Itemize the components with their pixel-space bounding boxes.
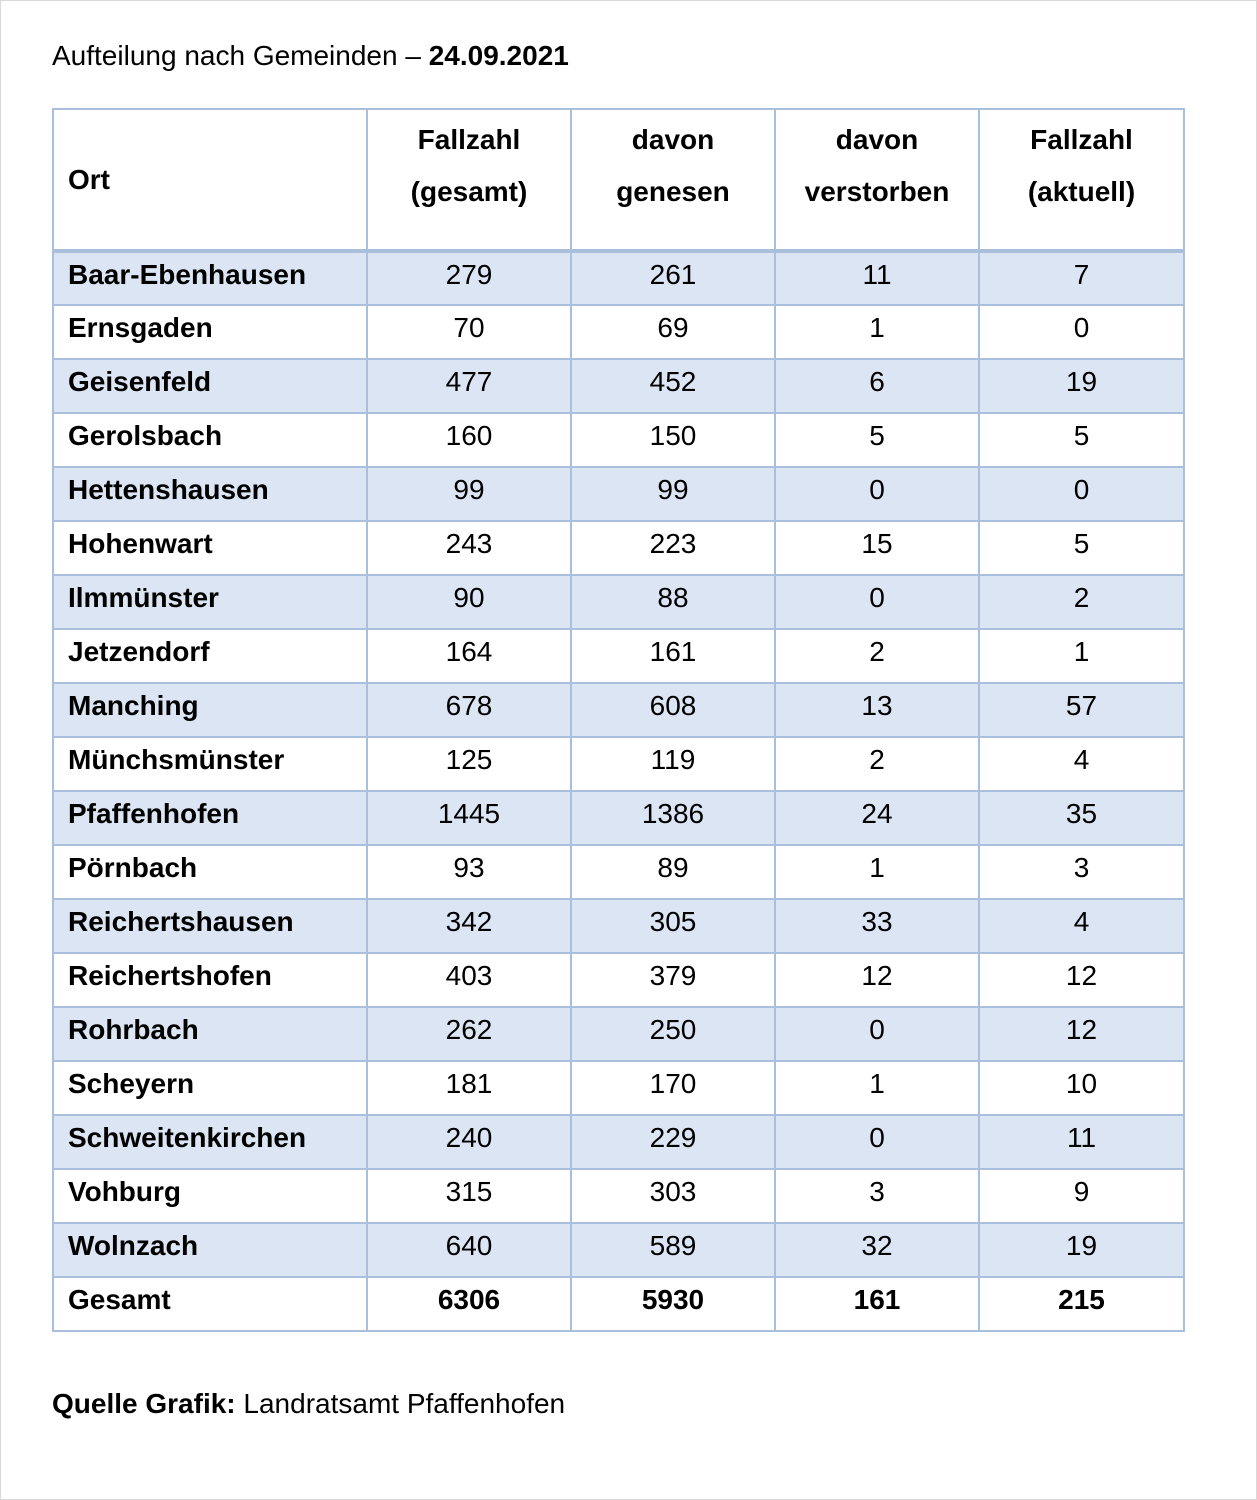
cell-fallzahl-gesamt: 160 bbox=[367, 413, 571, 467]
cell-ort: Rohrbach bbox=[53, 1007, 367, 1061]
source-text: Landratsamt Pfaffenhofen bbox=[235, 1388, 566, 1419]
cell-fallzahl-gesamt: 640 bbox=[367, 1223, 571, 1277]
cell-fallzahl-aktuell: 19 bbox=[979, 359, 1184, 413]
header-line: davon bbox=[631, 124, 715, 155]
table-row bbox=[53, 1169, 1184, 1223]
cell-verstorben: 0 bbox=[775, 575, 979, 629]
cell-fallzahl-aktuell: 9 bbox=[979, 1169, 1184, 1223]
cell-fallzahl-gesamt: 678 bbox=[367, 683, 571, 737]
source-label: Quelle Grafik: bbox=[52, 1388, 236, 1419]
cell-fallzahl-gesamt: 403 bbox=[367, 953, 571, 1007]
header-line: Fallzahl bbox=[1030, 124, 1133, 155]
cell-ort: Reichertshausen bbox=[53, 899, 367, 953]
cell-fallzahl-aktuell: 35 bbox=[979, 791, 1184, 845]
cell-genesen: 170 bbox=[571, 1061, 775, 1115]
source-note bbox=[52, 1386, 565, 1422]
cell-genesen: 305 bbox=[571, 899, 775, 953]
cell-ort: Hettenshausen bbox=[53, 467, 367, 521]
cell-genesen: 379 bbox=[571, 953, 775, 1007]
table-row bbox=[53, 899, 1184, 953]
cell-verstorben: 5 bbox=[775, 413, 979, 467]
cell-ort: Schweitenkirchen bbox=[53, 1115, 367, 1169]
table-row bbox=[53, 683, 1184, 737]
table-header bbox=[53, 109, 1184, 251]
cell-fallzahl-gesamt: 315 bbox=[367, 1169, 571, 1223]
table-row bbox=[53, 1061, 1184, 1115]
cell-ort: Vohburg bbox=[53, 1169, 367, 1223]
cell-fallzahl-gesamt: 240 bbox=[367, 1115, 571, 1169]
header-fallzahl-aktuell bbox=[979, 109, 1184, 251]
cell-verstorben: 3 bbox=[775, 1169, 979, 1223]
table-row bbox=[53, 467, 1184, 521]
header-fallzahl-gesamt bbox=[367, 109, 571, 251]
header-genesen bbox=[571, 109, 775, 251]
table-row bbox=[53, 1007, 1184, 1061]
cell-verstorben: 32 bbox=[775, 1223, 979, 1277]
cell-genesen: 452 bbox=[571, 359, 775, 413]
header-line: (aktuell) bbox=[1027, 176, 1136, 207]
cell-ort: Gerolsbach bbox=[53, 413, 367, 467]
table-row bbox=[53, 845, 1184, 899]
cell-ort: Ilmmünster bbox=[53, 575, 367, 629]
cell-genesen: 250 bbox=[571, 1007, 775, 1061]
cell-fallzahl-aktuell: 0 bbox=[979, 305, 1184, 359]
cell-ort: Hohenwart bbox=[53, 521, 367, 575]
cell-fallzahl-aktuell: 19 bbox=[979, 1223, 1184, 1277]
total-row bbox=[53, 1277, 1184, 1331]
cell-fallzahl-aktuell: 0 bbox=[979, 467, 1184, 521]
cell-ort: Manching bbox=[53, 683, 367, 737]
table-row bbox=[53, 791, 1184, 845]
cell-genesen: 303 bbox=[571, 1169, 775, 1223]
cell-fallzahl-gesamt: 99 bbox=[367, 467, 571, 521]
cell-genesen: 88 bbox=[571, 575, 775, 629]
cell-genesen: 229 bbox=[571, 1115, 775, 1169]
cell-fallzahl-aktuell: 3 bbox=[979, 845, 1184, 899]
cell-genesen: 89 bbox=[571, 845, 775, 899]
cell-verstorben: 1 bbox=[775, 1061, 979, 1115]
header-line: genesen bbox=[616, 176, 730, 207]
cell-verstorben: 13 bbox=[775, 683, 979, 737]
cell-verstorben: 11 bbox=[775, 251, 979, 305]
cell-fallzahl-aktuell: 57 bbox=[979, 683, 1184, 737]
table-row bbox=[53, 629, 1184, 683]
cell-fallzahl-gesamt: 1445 bbox=[367, 791, 571, 845]
cell-fallzahl-gesamt: 342 bbox=[367, 899, 571, 953]
cell-fallzahl-aktuell: 4 bbox=[979, 899, 1184, 953]
table-row bbox=[53, 953, 1184, 1007]
cell-ort: Jetzendorf bbox=[53, 629, 367, 683]
cell-verstorben: 1 bbox=[775, 305, 979, 359]
cell-verstorben: 2 bbox=[775, 629, 979, 683]
cell-genesen: 150 bbox=[571, 413, 775, 467]
cell-fallzahl-gesamt: 477 bbox=[367, 359, 571, 413]
cell-verstorben: 0 bbox=[775, 1007, 979, 1061]
table-row bbox=[53, 305, 1184, 359]
cell-verstorben: 2 bbox=[775, 737, 979, 791]
cell-verstorben: 6 bbox=[775, 359, 979, 413]
header-verstorben bbox=[775, 109, 979, 251]
cell-fallzahl-aktuell: 11 bbox=[979, 1115, 1184, 1169]
cell-ort: Geisenfeld bbox=[53, 359, 367, 413]
cell-verstorben: 15 bbox=[775, 521, 979, 575]
cell-verstorben: 12 bbox=[775, 953, 979, 1007]
cell-ort: Baar-Ebenhausen bbox=[53, 251, 367, 305]
table-row bbox=[53, 251, 1184, 305]
cell-ort: Wolnzach bbox=[53, 1223, 367, 1277]
cell-fallzahl-aktuell: 215 bbox=[979, 1277, 1184, 1331]
page-title bbox=[52, 38, 569, 74]
cell-fallzahl-aktuell: 7 bbox=[979, 251, 1184, 305]
cell-fallzahl-gesamt: 243 bbox=[367, 521, 571, 575]
cell-fallzahl-gesamt: 90 bbox=[367, 575, 571, 629]
cell-fallzahl-gesamt: 70 bbox=[367, 305, 571, 359]
cell-ort: Scheyern bbox=[53, 1061, 367, 1115]
cell-fallzahl-gesamt: 262 bbox=[367, 1007, 571, 1061]
cell-ort: Ernsgaden bbox=[53, 305, 367, 359]
header-label: Ort bbox=[68, 163, 110, 195]
table-row bbox=[53, 575, 1184, 629]
cell-ort: Pfaffenhofen bbox=[53, 791, 367, 845]
header-line: verstorben bbox=[804, 176, 950, 207]
cases-table bbox=[52, 108, 1185, 1332]
table-row bbox=[53, 413, 1184, 467]
cell-ort: Gesamt bbox=[53, 1277, 367, 1331]
table-row bbox=[53, 1115, 1184, 1169]
cell-ort: Pörnbach bbox=[53, 845, 367, 899]
cell-fallzahl-gesamt: 6306 bbox=[367, 1277, 571, 1331]
title-date: 24.09.2021 bbox=[428, 40, 569, 71]
header-row bbox=[53, 109, 1184, 251]
cell-fallzahl-aktuell: 12 bbox=[979, 953, 1184, 1007]
cell-fallzahl-aktuell: 12 bbox=[979, 1007, 1184, 1061]
table-row bbox=[53, 521, 1184, 575]
cell-fallzahl-gesamt: 279 bbox=[367, 251, 571, 305]
cell-genesen: 1386 bbox=[571, 791, 775, 845]
cell-genesen: 69 bbox=[571, 305, 775, 359]
cell-verstorben: 33 bbox=[775, 899, 979, 953]
cell-fallzahl-aktuell: 5 bbox=[979, 413, 1184, 467]
cell-verstorben: 24 bbox=[775, 791, 979, 845]
cell-verstorben: 0 bbox=[775, 467, 979, 521]
cell-fallzahl-aktuell: 5 bbox=[979, 521, 1184, 575]
table-row bbox=[53, 1223, 1184, 1277]
header-line: (gesamt) bbox=[410, 176, 528, 207]
cell-verstorben: 1 bbox=[775, 845, 979, 899]
cell-genesen: 161 bbox=[571, 629, 775, 683]
cell-fallzahl-aktuell: 2 bbox=[979, 575, 1184, 629]
cell-genesen: 589 bbox=[571, 1223, 775, 1277]
header-ort bbox=[53, 109, 367, 251]
cell-genesen: 99 bbox=[571, 467, 775, 521]
cell-genesen: 261 bbox=[571, 251, 775, 305]
cell-genesen: 119 bbox=[571, 737, 775, 791]
table-row bbox=[53, 737, 1184, 791]
table-body bbox=[53, 251, 1184, 1331]
cell-fallzahl-aktuell: 10 bbox=[979, 1061, 1184, 1115]
cell-genesen: 608 bbox=[571, 683, 775, 737]
cell-fallzahl-gesamt: 164 bbox=[367, 629, 571, 683]
cell-ort: Münchsmünster bbox=[53, 737, 367, 791]
cell-fallzahl-gesamt: 125 bbox=[367, 737, 571, 791]
cell-genesen: 5930 bbox=[571, 1277, 775, 1331]
cell-ort: Reichertshofen bbox=[53, 953, 367, 1007]
title-prefix: Aufteilung nach Gemeinden – bbox=[52, 40, 429, 71]
header-line: davon bbox=[835, 124, 919, 155]
cell-verstorben: 0 bbox=[775, 1115, 979, 1169]
cell-fallzahl-gesamt: 93 bbox=[367, 845, 571, 899]
cell-fallzahl-aktuell: 4 bbox=[979, 737, 1184, 791]
header-line: Fallzahl bbox=[417, 124, 521, 155]
cell-verstorben: 161 bbox=[775, 1277, 979, 1331]
table-row bbox=[53, 359, 1184, 413]
cell-genesen: 223 bbox=[571, 521, 775, 575]
cell-fallzahl-gesamt: 181 bbox=[367, 1061, 571, 1115]
cell-fallzahl-aktuell: 1 bbox=[979, 629, 1184, 683]
